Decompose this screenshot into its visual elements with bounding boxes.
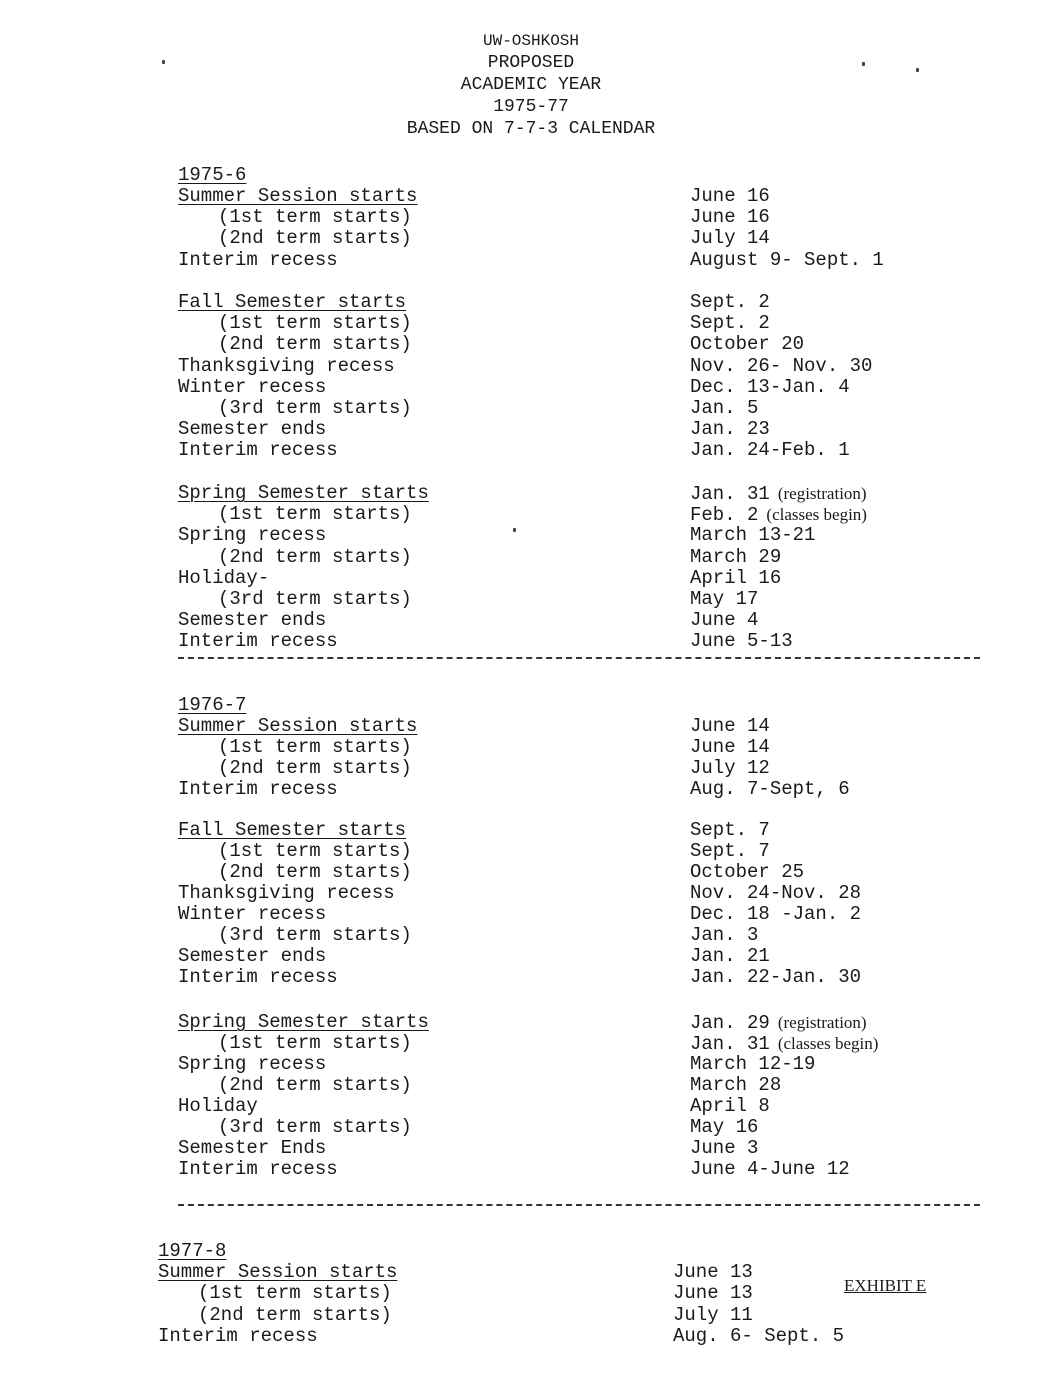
event-label: (1st term starts) bbox=[218, 206, 412, 229]
event-date bbox=[690, 1054, 815, 1075]
event-date bbox=[690, 758, 770, 779]
event-label: Interim recess bbox=[178, 966, 338, 988]
event-date bbox=[690, 356, 872, 377]
event-label: Winter recess bbox=[178, 903, 327, 925]
session-heading: Fall Semester starts bbox=[178, 819, 407, 841]
event-label: (2nd term starts) bbox=[218, 861, 412, 883]
event-date-value: Aug. 7-Sept, 6 bbox=[690, 778, 850, 800]
event-date bbox=[690, 1075, 781, 1096]
event-date bbox=[673, 1326, 844, 1347]
event-label: (3rd term starts) bbox=[218, 924, 412, 946]
event-date-value: March 13-21 bbox=[690, 524, 816, 547]
event-date-value: July 11 bbox=[673, 1303, 753, 1326]
event-date bbox=[690, 228, 770, 249]
event-label: Spring recess bbox=[178, 1053, 327, 1075]
event-date bbox=[690, 631, 793, 652]
event-date bbox=[690, 967, 861, 988]
event-date-value: June 16 bbox=[690, 185, 770, 207]
scan-speck bbox=[513, 528, 516, 532]
event-label: (1st term starts) bbox=[218, 840, 412, 862]
event-date bbox=[690, 292, 770, 313]
event-date-value: Sept. 2 bbox=[690, 312, 770, 335]
event-date bbox=[690, 862, 804, 883]
event-date bbox=[690, 1159, 850, 1180]
event-label: (2nd term starts) bbox=[218, 1074, 412, 1096]
event-date bbox=[690, 440, 850, 461]
scan-speck bbox=[162, 60, 165, 64]
event-date bbox=[690, 483, 867, 505]
event-date-value: Jan. 31 bbox=[690, 1033, 770, 1055]
session-heading: Summer Session starts bbox=[158, 1261, 398, 1283]
event-date bbox=[690, 1138, 758, 1159]
event-date-value: Jan. 23 bbox=[690, 418, 770, 441]
event-date bbox=[690, 525, 815, 546]
event-date-value: Dec. 18 -Jan. 2 bbox=[690, 903, 862, 925]
event-date bbox=[690, 547, 781, 568]
academic-year-label: 1975-6 bbox=[178, 164, 247, 186]
event-date-value: April 8 bbox=[690, 1095, 770, 1117]
event-date-value: May 16 bbox=[690, 1116, 759, 1138]
event-date-value: July 14 bbox=[690, 227, 770, 250]
event-label: (1st term starts) bbox=[218, 312, 412, 335]
document-header bbox=[0, 30, 1062, 140]
event-date bbox=[690, 610, 758, 631]
event-date-value: Sept. 7 bbox=[690, 840, 770, 862]
event-date-value: Sept. 2 bbox=[690, 291, 770, 313]
event-date-value: October 20 bbox=[690, 333, 805, 356]
event-date-value: June 14 bbox=[690, 715, 770, 737]
event-label: Interim recess bbox=[178, 439, 338, 462]
event-date bbox=[690, 207, 770, 228]
event-label: (1st term starts) bbox=[218, 1032, 412, 1054]
event-label: (2nd term starts) bbox=[198, 1303, 392, 1326]
event-date-value: Jan. 22-Jan. 30 bbox=[690, 966, 862, 988]
exhibit-label: EXHIBIT E bbox=[844, 1276, 927, 1295]
academic-year-label: 1977-8 bbox=[158, 1240, 227, 1262]
event-date bbox=[673, 1283, 753, 1304]
event-label: Semester ends bbox=[178, 609, 327, 632]
event-date-value: June 16 bbox=[690, 206, 770, 229]
header-years: 1975-77 bbox=[493, 97, 569, 117]
event-date bbox=[690, 568, 781, 589]
event-date-value: July 12 bbox=[690, 757, 770, 779]
event-date-value: Nov. 24-Nov. 28 bbox=[690, 882, 862, 904]
event-label: Semester Ends bbox=[178, 1137, 327, 1159]
section-separator bbox=[178, 657, 980, 659]
event-date-value: Jan. 24-Feb. 1 bbox=[690, 439, 850, 462]
event-date-value: June 13 bbox=[673, 1261, 753, 1283]
event-date bbox=[690, 737, 770, 758]
event-date bbox=[673, 1305, 753, 1326]
event-date bbox=[690, 589, 758, 610]
academic-year-label: 1976-7 bbox=[178, 694, 247, 716]
event-label: (1st term starts) bbox=[218, 736, 412, 758]
scan-speck bbox=[862, 62, 865, 66]
event-label: (1st term starts) bbox=[198, 1282, 392, 1305]
event-label: Thanksgiving recess bbox=[178, 354, 395, 377]
event-date bbox=[690, 1117, 758, 1138]
event-date-value: Jan. 31 bbox=[690, 483, 770, 505]
event-date bbox=[690, 377, 850, 398]
event-date-value: March 28 bbox=[690, 1074, 782, 1096]
event-label: (3rd term starts) bbox=[218, 1116, 412, 1138]
event-date-value: March 29 bbox=[690, 545, 782, 568]
event-date-value: Jan. 21 bbox=[690, 945, 770, 967]
event-date-value: Feb. 2 bbox=[690, 504, 759, 527]
event-date bbox=[690, 779, 850, 800]
institution-name: UW-OSHKOSH bbox=[482, 32, 579, 50]
event-date-note: (registration) bbox=[777, 1013, 867, 1032]
event-date bbox=[690, 904, 861, 925]
event-date-note: (classes begin) bbox=[766, 505, 867, 525]
event-date-value: October 25 bbox=[690, 861, 805, 883]
event-date-value: June 3 bbox=[690, 1137, 759, 1159]
session-heading: Spring Semester starts bbox=[178, 482, 429, 504]
event-date bbox=[673, 1262, 753, 1283]
event-date-value: Jan. 3 bbox=[690, 924, 759, 946]
event-label: (1st term starts) bbox=[218, 503, 412, 526]
event-date-value: April 16 bbox=[690, 566, 782, 589]
event-label: (2nd term starts) bbox=[218, 757, 412, 779]
event-date-value: June 4-June 12 bbox=[690, 1158, 850, 1180]
event-date-value: Jan. 5 bbox=[690, 397, 759, 419]
event-date bbox=[690, 716, 770, 737]
event-label: Thanksgiving recess bbox=[178, 882, 395, 904]
session-heading: Summer Session starts bbox=[178, 185, 418, 207]
event-date bbox=[690, 1096, 770, 1117]
event-date-value: Sept. 7 bbox=[690, 819, 770, 841]
event-label: Winter recess bbox=[178, 375, 327, 398]
event-date-value: March 12-19 bbox=[690, 1053, 816, 1075]
event-date-value: Dec. 13-Jan. 4 bbox=[690, 375, 850, 398]
session-heading: Fall Semester starts bbox=[178, 291, 407, 313]
event-date bbox=[690, 925, 758, 946]
event-date-value: June 4 bbox=[690, 609, 759, 632]
session-heading: Spring Semester starts bbox=[178, 1011, 429, 1033]
event-date bbox=[690, 419, 770, 440]
event-date bbox=[690, 504, 867, 526]
event-label: Semester ends bbox=[178, 418, 327, 441]
section-separator bbox=[178, 1204, 980, 1206]
header-academic-year: ACADEMIC YEAR bbox=[460, 75, 602, 95]
event-label: (2nd term starts) bbox=[218, 227, 412, 250]
event-label: (3rd term starts) bbox=[218, 397, 412, 419]
event-date bbox=[690, 820, 770, 841]
session-heading: Summer Session starts bbox=[178, 715, 418, 737]
event-date bbox=[690, 1033, 878, 1055]
event-label: Holiday- bbox=[178, 566, 270, 589]
event-label: Interim recess bbox=[158, 1324, 318, 1347]
event-date bbox=[690, 1012, 867, 1034]
event-date-note: (registration) bbox=[777, 484, 867, 503]
event-label: Holiday bbox=[178, 1095, 258, 1117]
scan-speck bbox=[916, 68, 919, 72]
event-date bbox=[690, 946, 770, 967]
header-proposed: PROPOSED bbox=[487, 53, 575, 73]
event-date-value: June 13 bbox=[673, 1282, 753, 1305]
event-label: (3rd term starts) bbox=[218, 588, 412, 610]
event-date-value: August 9- Sept. 1 bbox=[690, 248, 884, 271]
event-date bbox=[690, 398, 758, 419]
event-label: Semester ends bbox=[178, 945, 327, 967]
event-date bbox=[690, 250, 884, 271]
event-date bbox=[690, 313, 770, 334]
event-label: (2nd term starts) bbox=[218, 545, 412, 568]
event-date-value: May 17 bbox=[690, 588, 759, 610]
event-date-note: (classes begin) bbox=[777, 1034, 879, 1053]
event-date-value: June 14 bbox=[690, 736, 770, 758]
header-calendar-basis: BASED ON 7-7-3 CALENDAR bbox=[406, 119, 656, 139]
event-date bbox=[690, 841, 770, 862]
event-date-value: Jan. 29 bbox=[690, 1012, 770, 1034]
event-date bbox=[690, 186, 770, 207]
event-label: Interim recess bbox=[178, 778, 338, 800]
event-date-value: June 5-13 bbox=[690, 630, 793, 653]
event-date-value: Aug. 6- Sept. 5 bbox=[673, 1324, 845, 1347]
event-date bbox=[690, 883, 861, 904]
event-date bbox=[690, 334, 804, 355]
event-label: Interim recess bbox=[178, 630, 338, 653]
event-label: Interim recess bbox=[178, 248, 338, 271]
event-date-value: Nov. 26- Nov. 30 bbox=[690, 354, 873, 377]
event-label: Spring recess bbox=[178, 524, 327, 547]
event-label: Interim recess bbox=[178, 1158, 338, 1180]
event-label: (2nd term starts) bbox=[218, 333, 412, 356]
